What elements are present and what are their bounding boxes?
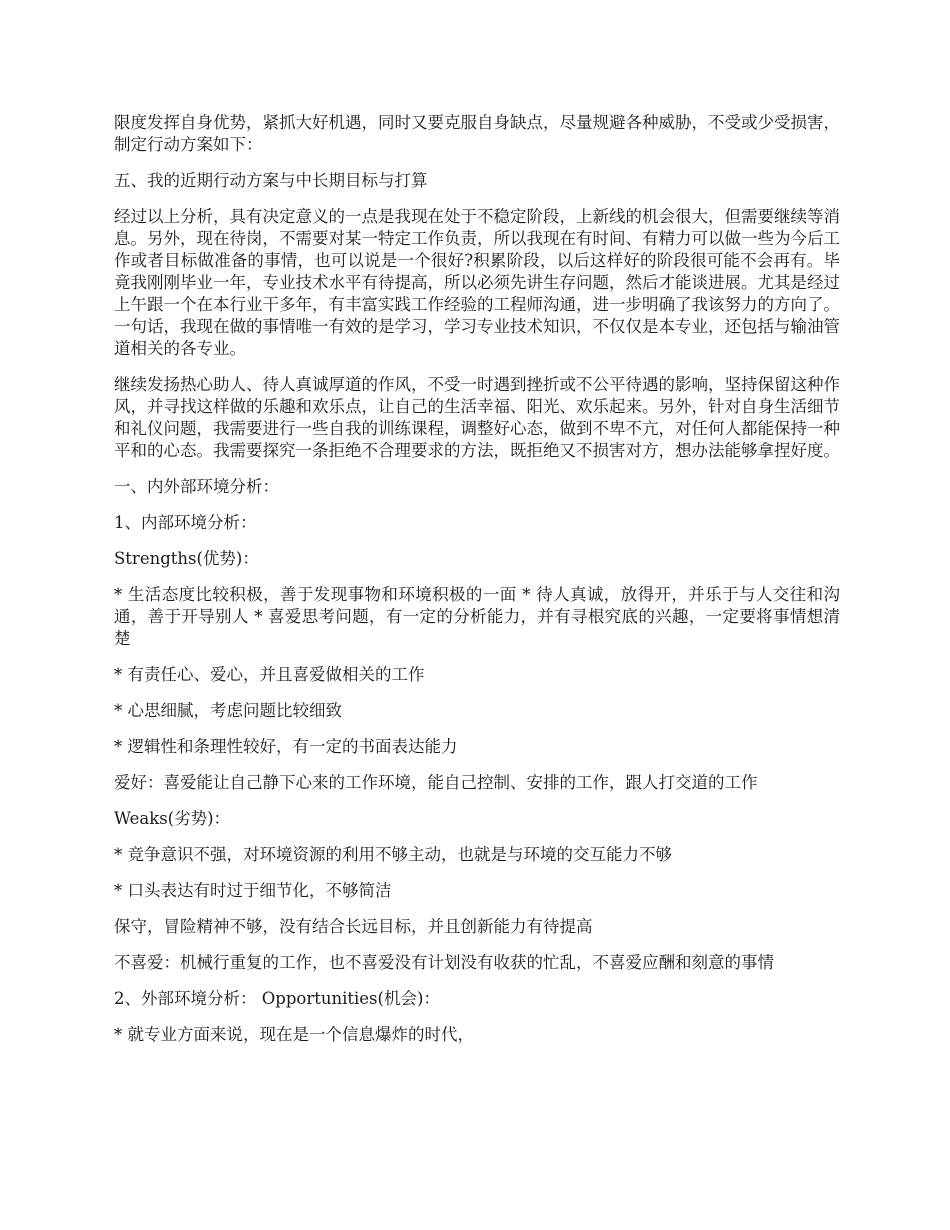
paragraph-analysis: 经过以上分析，具有决定意义的一点是我现在处于不稳定阶段，上新线的机会很大，但需要继续等消息。另外，现在待岗，不需要对某一特定工作负责，所以我现在有时间、有精力可以做一些为今后工作或者目标做准备的事情，也可以说是一个很好?积累阶段，以后这样好的阶段很可能不会再有。毕竟我刚刚毕业一年，专业技术水平有待提高，所以必须先讲生存问题，然后才能谈进展。尤其是经过上午跟一个在本行业干多年，有丰富实践工作经验的工程师沟通，进一步明确了我该努力的方向了。一句话，我现在做的事情唯一有效的是学习，学习专业技术知识，不仅仅是本专业，还包括与输油管道相关的各专业。 (114, 207, 840, 358)
heading-weaks: Weaks(劣势)： (114, 809, 231, 828)
paragraph-conservative: 保守，冒险精神不够，没有结合长远目标，并且创新能力有待提高 (114, 917, 593, 936)
paragraph-attitude: 继续发扬热心助人、待人真诚厚道的作风，不受一时遇到挫折或不公平待遇的影响，坚持保留这种作风，并寻找这样做的乐趣和欢乐点，让自己的生活幸福、阳光、欢乐起来。另外，针对自身生活细节和礼仪问题，我需要进行一些自我的训练课程，调整好心态，做到不卑不亢，对任何人都能保持一种平和的心态。我需要探究一条拒绝不合理要求的方法，既拒绝又不损害对方，想办法能够拿捏好度。 (114, 375, 840, 460)
heading-section-one: 一、内外部环境分析： (114, 477, 279, 496)
paragraph-dislikes: 不喜爱：机械行重复的工作，也不喜爱没有计划没有收获的忙乱，不喜爱应酬和刻意的事情 (114, 953, 774, 972)
list-item-weak: * 口头表达有时过于细节化，不够简洁 (114, 881, 392, 900)
heading-section-five: 五、我的近期行动方案与中长期目标与打算 (114, 171, 428, 190)
paragraph-hobbies: 爱好：喜爱能让自己静下心来的工作环境，能自己控制、安排的工作，跟人打交道的工作 (114, 773, 758, 792)
list-item-strength: * 有责任心、爱心，并且喜爱做相关的工作 (114, 665, 425, 684)
list-item-opportunity: * 就专业方面来说，现在是一个信息爆炸的时代， (114, 1025, 474, 1044)
list-item-strength: * 逻辑性和条理性较好，有一定的书面表达能力 (114, 737, 458, 756)
list-item-strength: * 生活态度比较积极，善于发现事物和环境积极的一面 * 待人真诚，放得开，并乐于与人交往和沟通，善于开导别人 * 喜爱思考问题，有一定的分析能力，并有寻根究底的兴趣，一定要将事情想清楚 (114, 585, 840, 648)
list-item-strength: * 心思细腻，考虑问题比较细致 (114, 701, 342, 720)
heading-internal-analysis: 1、内部环境分析： (114, 513, 257, 532)
paragraph-action-plan-intro: 限度发挥自身优势，紧抓大好机遇，同时又要克服自身缺点，尽量规避各种威胁，不受或少受损害，制定行动方案如下： (114, 113, 840, 154)
list-item-weak: * 竞争意识不强，对环境资源的利用不够主动，也就是与环境的交互能力不够 (114, 845, 672, 864)
document-page (114, 112, 840, 1060)
heading-strengths: Strengths(优势)： (114, 549, 259, 568)
heading-external-analysis: 2、外部环境分析： Opportunities(机会)： (114, 989, 440, 1008)
